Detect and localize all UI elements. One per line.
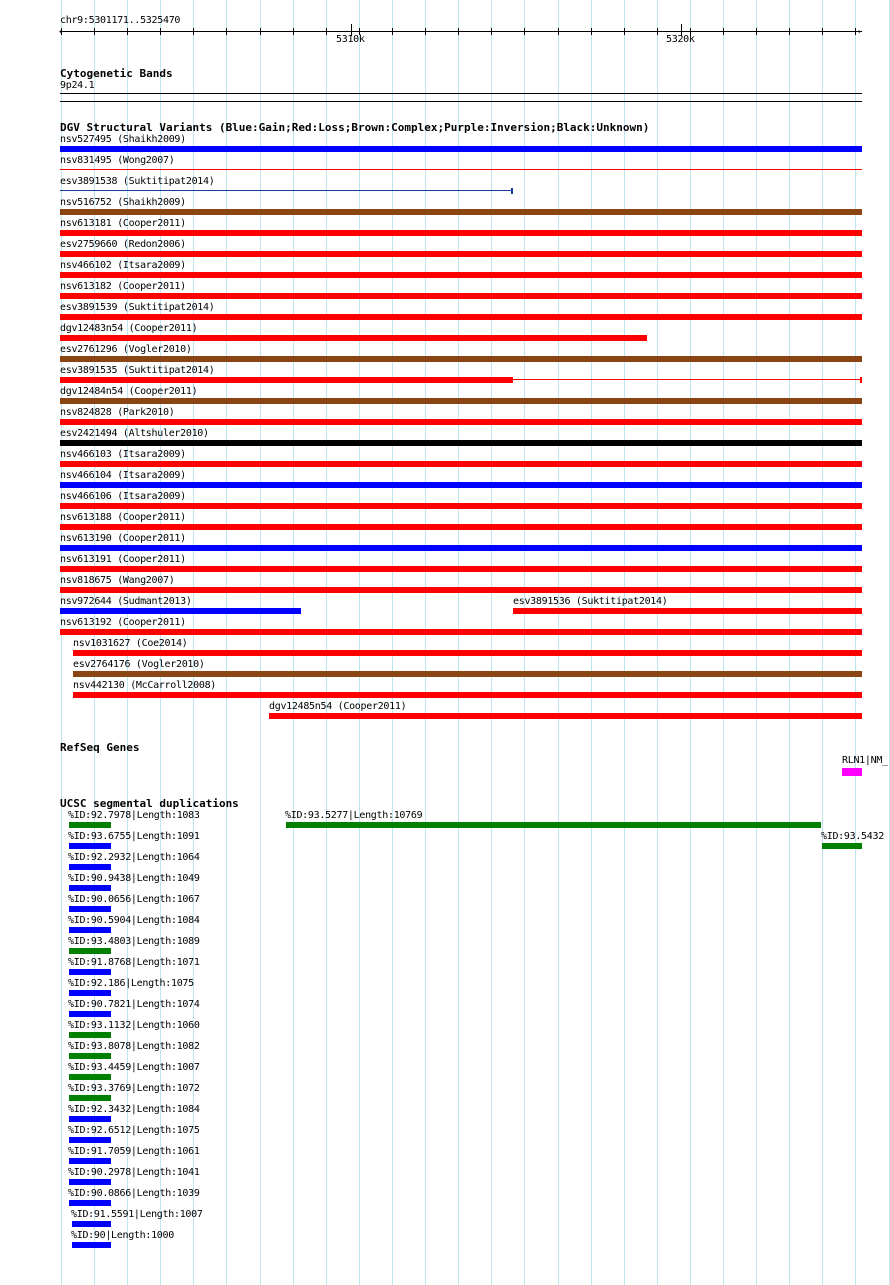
- grid-line: [591, 0, 592, 1285]
- grid-line: [756, 0, 757, 1285]
- segdup-bar[interactable]: [69, 864, 111, 870]
- segdup-bar[interactable]: [822, 843, 862, 849]
- segdup-label[interactable]: %ID:90.7821|Length:1074: [68, 999, 200, 1010]
- grid-line: [326, 0, 327, 1285]
- grid-line: [293, 0, 294, 1285]
- dgv-feature-label[interactable]: dgv12484n54 (Cooper2011): [60, 386, 198, 397]
- dgv-feature-bar[interactable]: [60, 587, 862, 593]
- segdup-bar[interactable]: [69, 1116, 111, 1122]
- dgv-feature-bar[interactable]: [60, 545, 862, 551]
- cytoband-top-line: [60, 93, 862, 94]
- grid-line: [657, 0, 658, 1285]
- ruler-minor-tick: [127, 28, 128, 35]
- segdup-bar[interactable]: [69, 822, 111, 828]
- dgv-feature-label[interactable]: nsv824828 (Park2010): [60, 407, 175, 418]
- ruler-minor-tick: [558, 28, 559, 35]
- grid-line: [789, 0, 790, 1285]
- segdup-label[interactable]: %ID:93.1132|Length:1060: [68, 1020, 200, 1031]
- dgv-feature-bar[interactable]: [60, 398, 862, 404]
- grid-line: [822, 0, 823, 1285]
- dgv-feature-label[interactable]: esv2421494 (Altshuler2010): [60, 428, 209, 439]
- dgv-feature-bar[interactable]: [269, 713, 862, 719]
- dgv-feature-bar[interactable]: [60, 356, 862, 362]
- dgv-track-title[interactable]: DGV Structural Variants (Blue:Gain;Red:Loss;Brown:Complex;Purple:Inversion;Black:Unknown): [60, 121, 650, 134]
- dgv-feature-label[interactable]: esv2761296 (Vogler2010): [60, 344, 192, 355]
- ruler-minor-tick: [425, 28, 426, 35]
- dgv-feature-bar[interactable]: [60, 524, 862, 530]
- ruler-minor-tick: [855, 28, 856, 35]
- ruler-minor-tick: [624, 28, 625, 35]
- dgv-feature-label[interactable]: nsv613188 (Cooper2011): [60, 512, 186, 523]
- segdup-track-title[interactable]: UCSC segmental duplications: [60, 797, 239, 810]
- segdup-label[interactable]: %ID:93.8078|Length:1082: [68, 1041, 200, 1052]
- segdup-bar[interactable]: [69, 1074, 111, 1080]
- cytoband-label[interactable]: 9p24.1: [60, 80, 95, 91]
- segdup-bar[interactable]: [69, 843, 111, 849]
- dgv-feature-bar[interactable]: [60, 230, 862, 236]
- dgv-feature-bar[interactable]: [60, 629, 862, 635]
- dgv-feature-bar[interactable]: [60, 251, 862, 257]
- dgv-feature-bar[interactable]: [60, 146, 862, 152]
- dgv-feature-bar[interactable]: [60, 608, 301, 614]
- ruler-axis: [60, 31, 862, 32]
- dgv-feature-label[interactable]: nsv527495 (Shaikh2009): [60, 134, 186, 145]
- segdup-bar[interactable]: [69, 969, 111, 975]
- dgv-feature-label[interactable]: dgv12483n54 (Cooper2011): [60, 323, 198, 334]
- dgv-feature-bar[interactable]: [60, 293, 862, 299]
- segdup-label[interactable]: %ID:90|Length:1000: [71, 1230, 174, 1241]
- dgv-feature-line[interactable]: [60, 190, 513, 191]
- dgv-feature-bar[interactable]: [60, 461, 862, 467]
- segdup-bar[interactable]: [69, 990, 111, 996]
- segdup-label[interactable]: %ID:93.5277|Length:10769: [285, 810, 423, 821]
- ruler-minor-tick: [326, 28, 327, 35]
- dgv-feature-label[interactable]: nsv613191 (Cooper2011): [60, 554, 186, 565]
- refseq-gene-bar[interactable]: [842, 768, 862, 776]
- segdup-bar[interactable]: [69, 1053, 111, 1059]
- segdup-label[interactable]: %ID:92.2932|Length:1064: [68, 852, 200, 863]
- segdup-label[interactable]: %ID:92.186|Length:1075: [68, 978, 194, 989]
- ruler-minor-tick: [657, 28, 658, 35]
- dgv-feature-line[interactable]: [513, 379, 862, 380]
- ruler-left-arrow: ‹: [58, 27, 63, 36]
- refseq-gene-label[interactable]: RLN1|NM_: [842, 755, 888, 766]
- ruler-minor-tick: [591, 28, 592, 35]
- grid-line: [425, 0, 426, 1285]
- dgv-feature-label[interactable]: esv3891535 (Suktitipat2014): [60, 365, 215, 376]
- dgv-feature-label[interactable]: esv3891536 (Suktitipat2014): [513, 596, 668, 607]
- dgv-feature-bar[interactable]: [60, 566, 862, 572]
- segdup-label[interactable]: %ID:93.5432: [821, 831, 884, 842]
- grid-line: [226, 0, 227, 1285]
- segdup-bar[interactable]: [69, 1032, 111, 1038]
- dgv-feature-bar[interactable]: [60, 377, 513, 383]
- grid-line: [690, 0, 691, 1285]
- ruler-minor-tick: [491, 28, 492, 35]
- grid-line: [558, 0, 559, 1285]
- ruler-minor-tick: [226, 28, 227, 35]
- dgv-feature-line[interactable]: [60, 169, 862, 170]
- ruler-minor-tick: [94, 28, 95, 35]
- dgv-feature-label[interactable]: nsv613181 (Cooper2011): [60, 218, 186, 229]
- dgv-feature-bar[interactable]: [73, 671, 862, 677]
- grid-line: [458, 0, 459, 1285]
- dgv-feature-bar[interactable]: [60, 482, 862, 488]
- dgv-feature-bar[interactable]: [60, 335, 647, 341]
- dgv-feature-label[interactable]: nsv466102 (Itsara2009): [60, 260, 186, 271]
- ruler-minor-tick: [524, 28, 525, 35]
- dgv-feature-cap: [511, 188, 513, 194]
- segdup-label[interactable]: %ID:90.0656|Length:1067: [68, 894, 200, 905]
- grid-line: [392, 0, 393, 1285]
- dgv-feature-label[interactable]: esv2764176 (Vogler2010): [73, 659, 205, 670]
- dgv-feature-bar[interactable]: [60, 272, 862, 278]
- dgv-feature-label[interactable]: nsv442130 (McCarroll2008): [73, 680, 217, 691]
- dgv-feature-label[interactable]: nsv972644 (Sudmant2013): [60, 596, 192, 607]
- dgv-feature-label[interactable]: nsv818675 (Wang2007): [60, 575, 175, 586]
- segdup-label[interactable]: %ID:92.6512|Length:1075: [68, 1125, 200, 1136]
- grid-line: [260, 0, 261, 1285]
- segdup-bar[interactable]: [69, 1200, 111, 1206]
- dgv-feature-bar[interactable]: [73, 650, 862, 656]
- dgv-feature-label[interactable]: nsv613192 (Cooper2011): [60, 617, 186, 628]
- ruler-tick-label: 5310k: [336, 34, 365, 45]
- ruler-minor-tick: [160, 28, 161, 35]
- dgv-feature-bar[interactable]: [60, 314, 862, 320]
- cytoband-bottom-line: [60, 101, 862, 102]
- segdup-bar[interactable]: [69, 1158, 111, 1164]
- dgv-feature-label[interactable]: nsv466106 (Itsara2009): [60, 491, 186, 502]
- segdup-label[interactable]: %ID:93.6755|Length:1091: [68, 831, 200, 842]
- segdup-label[interactable]: %ID:90.5904|Length:1084: [68, 915, 200, 926]
- dgv-feature-bar[interactable]: [73, 692, 862, 698]
- ruler-minor-tick: [392, 28, 393, 35]
- segdup-bar[interactable]: [72, 1221, 111, 1227]
- segdup-label[interactable]: %ID:91.5591|Length:1007: [71, 1209, 203, 1220]
- segdup-bar[interactable]: [69, 1137, 111, 1143]
- segdup-label[interactable]: %ID:93.4803|Length:1089: [68, 936, 200, 947]
- dgv-feature-label[interactable]: esv2759660 (Redon2006): [60, 239, 186, 250]
- dgv-feature-label[interactable]: nsv466103 (Itsara2009): [60, 449, 186, 460]
- segdup-label[interactable]: %ID:90.9438|Length:1049: [68, 873, 200, 884]
- dgv-feature-bar[interactable]: [513, 608, 862, 614]
- cytoband-track-title[interactable]: Cytogenetic Bands: [60, 67, 173, 80]
- refseq-track-title[interactable]: RefSeq Genes: [60, 741, 140, 754]
- ruler-minor-tick: [756, 28, 757, 35]
- segdup-label[interactable]: %ID:93.3769|Length:1072: [68, 1083, 200, 1094]
- grid-line: [855, 0, 856, 1285]
- segdup-label[interactable]: %ID:90.2978|Length:1041: [68, 1167, 200, 1178]
- dgv-feature-label[interactable]: esv3891539 (Suktitipat2014): [60, 302, 215, 313]
- grid-line: [723, 0, 724, 1285]
- position-label: chr9:5301171..5325470: [60, 15, 181, 26]
- grid-line: [624, 0, 625, 1285]
- grid-line: [491, 0, 492, 1285]
- dgv-feature-label[interactable]: nsv613182 (Cooper2011): [60, 281, 186, 292]
- segdup-label[interactable]: %ID:92.7978|Length:1083: [68, 810, 200, 821]
- segdup-label[interactable]: %ID:90.0866|Length:1039: [68, 1188, 200, 1199]
- ruler-right-arrow: ›: [857, 27, 862, 36]
- grid-line: [359, 0, 360, 1285]
- ruler-minor-tick: [822, 28, 823, 35]
- dgv-feature-label[interactable]: esv3891538 (Suktitipat2014): [60, 176, 215, 187]
- ruler-minor-tick: [193, 28, 194, 35]
- segdup-bar[interactable]: [69, 906, 111, 912]
- grid-line: [524, 0, 525, 1285]
- dgv-feature-label[interactable]: dgv12485n54 (Cooper2011): [269, 701, 407, 712]
- segdup-label[interactable]: %ID:92.3432|Length:1084: [68, 1104, 200, 1115]
- dgv-feature-bar[interactable]: [60, 440, 862, 446]
- segdup-bar[interactable]: [72, 1242, 111, 1248]
- segdup-label[interactable]: %ID:91.8768|Length:1071: [68, 957, 200, 968]
- dgv-feature-label[interactable]: nsv613190 (Cooper2011): [60, 533, 186, 544]
- ruler-tick-label: 5320k: [666, 34, 695, 45]
- dgv-feature-label[interactable]: nsv466104 (Itsara2009): [60, 470, 186, 481]
- segdup-bar[interactable]: [69, 1011, 111, 1017]
- dgv-feature-bar[interactable]: [60, 209, 862, 215]
- segdup-bar[interactable]: [69, 927, 111, 933]
- dgv-feature-label[interactable]: nsv831495 (Wong2007): [60, 155, 175, 166]
- ruler-minor-tick: [293, 28, 294, 35]
- dgv-feature-label[interactable]: nsv516752 (Shaikh2009): [60, 197, 186, 208]
- segdup-bar[interactable]: [69, 1095, 111, 1101]
- ruler-minor-tick: [723, 28, 724, 35]
- segdup-bar[interactable]: [69, 948, 111, 954]
- segdup-bar[interactable]: [69, 1179, 111, 1185]
- ruler-minor-tick: [260, 28, 261, 35]
- segdup-bar[interactable]: [69, 885, 111, 891]
- grid-line: [61, 0, 62, 1285]
- segdup-label[interactable]: %ID:93.4459|Length:1007: [68, 1062, 200, 1073]
- dgv-feature-bar[interactable]: [60, 419, 862, 425]
- segdup-label[interactable]: %ID:91.7059|Length:1061: [68, 1146, 200, 1157]
- segdup-bar[interactable]: [286, 822, 821, 828]
- dgv-feature-cap: [860, 377, 862, 383]
- ruler-minor-tick: [789, 28, 790, 35]
- dgv-feature-bar[interactable]: [60, 503, 862, 509]
- dgv-feature-label[interactable]: nsv1031627 (Coe2014): [73, 638, 188, 649]
- ruler-minor-tick: [458, 28, 459, 35]
